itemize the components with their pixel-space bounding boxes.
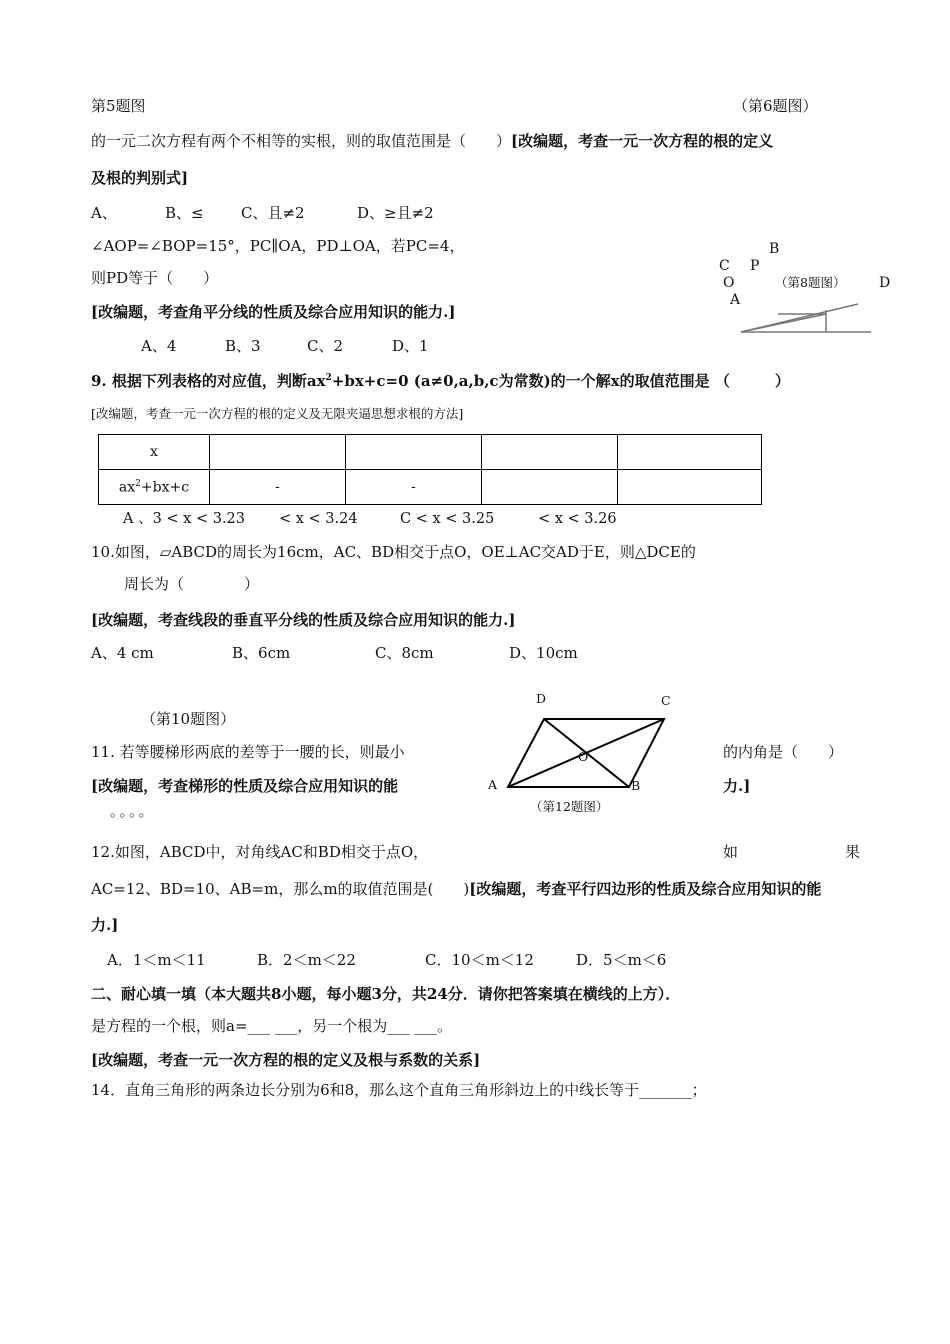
expr-a: ax [118, 479, 136, 496]
q12-text-b: AC=12、BD=10、AB=m，那么m的取值范围是( ) [91, 880, 470, 898]
q8-option-b: B、3 [225, 337, 261, 355]
table-cell: - [346, 470, 482, 505]
fig8-label-c: C [719, 258, 730, 274]
expr-superscript: 2 [135, 478, 141, 489]
q8-text-b: 则PD等于（ ） [91, 269, 219, 287]
fig12-label-o: O [578, 749, 589, 764]
q10-text-a: 10.如图，▱ABCD的周长为16cm，AC、BD相交于点O，OE⊥AC交AD于E，则△DCE的 [91, 543, 696, 561]
table-cell: - [210, 470, 346, 505]
q12-option-d: D．5＜m＜6 [576, 951, 667, 969]
q8-text-a: ∠AOP=∠BOP=15°，PC∥OA，PD⊥OA，若PC=4， [91, 237, 465, 255]
fig8-caption: （第8题图） [775, 275, 846, 290]
q9-text-a: 9. 根据下列表格的对应值，判断ax [91, 372, 326, 390]
q9-option-d: < x < 3.26 [538, 511, 617, 527]
q8-note: [改编题，考查角平分线的性质及综合应用知识的能力.] [91, 303, 456, 321]
q7-option-a: A、 [91, 204, 117, 222]
fig12-parallelogram [486, 688, 686, 798]
q8-option-d: D、1 [392, 337, 429, 355]
q8-option-c: C、2 [307, 337, 344, 355]
q10-option-a: A、4 cm [91, 644, 154, 662]
fig8-ray-op [741, 314, 826, 332]
q12-option-b: B．2＜m＜22 [257, 951, 356, 969]
q13-note: [改编题，考查一元一次方程的根的定义及根与系数的关系] [91, 1051, 481, 1069]
q7-note-a: [改编题，考查一元一次方程的根的定义 [511, 132, 774, 150]
q12-note-b: 力.] [91, 916, 119, 934]
fig10-caption: （第10题图） [141, 710, 236, 728]
q11-text-a: 11. 若等腰梯形两底的差等于一腰的长，则最小 [91, 743, 405, 761]
fig8-label-o: O [723, 275, 735, 291]
q11-dots: 。。。。 [110, 802, 156, 820]
expr-b: +bx+c [140, 479, 190, 496]
q9-note: [改编题，考查一元一次方程的根的定义及无限夹逼思想求根的方法] [91, 406, 464, 421]
table-row [99, 470, 762, 505]
q11-note-a: [改编题，考查梯形的性质及综合应用知识的能 [91, 777, 399, 795]
q12-text-b-line [91, 879, 821, 899]
fig6-caption: （第6题图） [733, 97, 818, 115]
q10-option-c: C、8cm [375, 644, 434, 662]
q10-note: [改编题，考查线段的垂直平分线的性质及综合应用知识的能力.] [91, 611, 516, 629]
q9-option-b: < x < 3.24 [279, 511, 358, 527]
q9-option-c: C < x < 3.25 [400, 511, 495, 527]
q7-option-b: B、≤ [165, 204, 204, 222]
q7-stem: 的一元二次方程有两个不相等的实根，则的取值范围是（ ） [91, 132, 512, 150]
fig12-caption: （第12题图） [530, 799, 609, 814]
value-table [98, 434, 762, 505]
q13-text: 是方程的一个根，则a=___ ___，另一个根为___ ___。 [91, 1017, 453, 1035]
fig8-diagram [736, 298, 886, 338]
q7-text [91, 131, 773, 151]
q9-text-b: +bx+c=0 (a≠0,a,b,c为常数)的一个解x的取值范围是 （ ） [331, 372, 790, 390]
q12-text-ru: 如 [723, 843, 739, 861]
q7-option-d: D、≥且≠2 [357, 204, 434, 222]
q14-text: 14．直角三角形的两条边长分别为6和8，那么这个直角三角形斜边上的中线长等于_______； [91, 1081, 707, 1099]
table-row [99, 435, 762, 470]
q9-superscript: 2 [325, 373, 332, 383]
q10-option-b: B、6cm [232, 644, 291, 662]
q12-text-a: 12.如图，ABCD中，对角线AC和BD相交于点O， [91, 843, 429, 861]
table-cell [482, 470, 618, 505]
q7-note-b: 及根的判别式] [91, 169, 189, 187]
table-cell [482, 435, 618, 470]
q12-option-c: C．10＜m＜12 [425, 951, 534, 969]
q11-text-b: 的内角是（ ） [723, 743, 844, 761]
q9-text [91, 368, 790, 391]
q12-text-guo: 果 [845, 843, 861, 861]
table-cell [210, 435, 346, 470]
fig8-label-b: B [769, 241, 780, 257]
q8-option-a: A、4 [141, 337, 177, 355]
table-cell [346, 435, 482, 470]
q12-option-a: A．1＜m＜11 [107, 951, 206, 969]
fig5-caption: 第5题图 [91, 97, 146, 115]
fig12-label-a: A [488, 777, 498, 792]
fig8-label-a: A [730, 292, 741, 308]
q10-text-b: 周长为（ ） [124, 575, 260, 593]
q11-note-b: 力.] [723, 777, 751, 795]
table-header-expr [99, 470, 210, 505]
q10-option-d: D、10cm [509, 644, 578, 662]
fig12-label-b: B [631, 778, 641, 793]
q12-note-a: [改编题，考查平行四边形的性质及综合应用知识的能 [469, 880, 822, 898]
section2-title: 二、耐心填一填（本大题共8小题，每小题3分，共24分．请你把答案填在横线的上方）． [91, 985, 681, 1003]
table-cell [618, 435, 762, 470]
fig12-label-d: D [536, 691, 547, 706]
q9-option-a: A 、3 < x < 3.23 [123, 511, 246, 527]
fig12-label-c: C [661, 693, 671, 708]
fig8-label-p: P [750, 258, 760, 274]
table-header-x: x [99, 435, 210, 470]
fig8-label-d: D [879, 275, 891, 291]
table-cell [618, 470, 762, 505]
q7-option-c: C、且≠2 [241, 204, 305, 222]
